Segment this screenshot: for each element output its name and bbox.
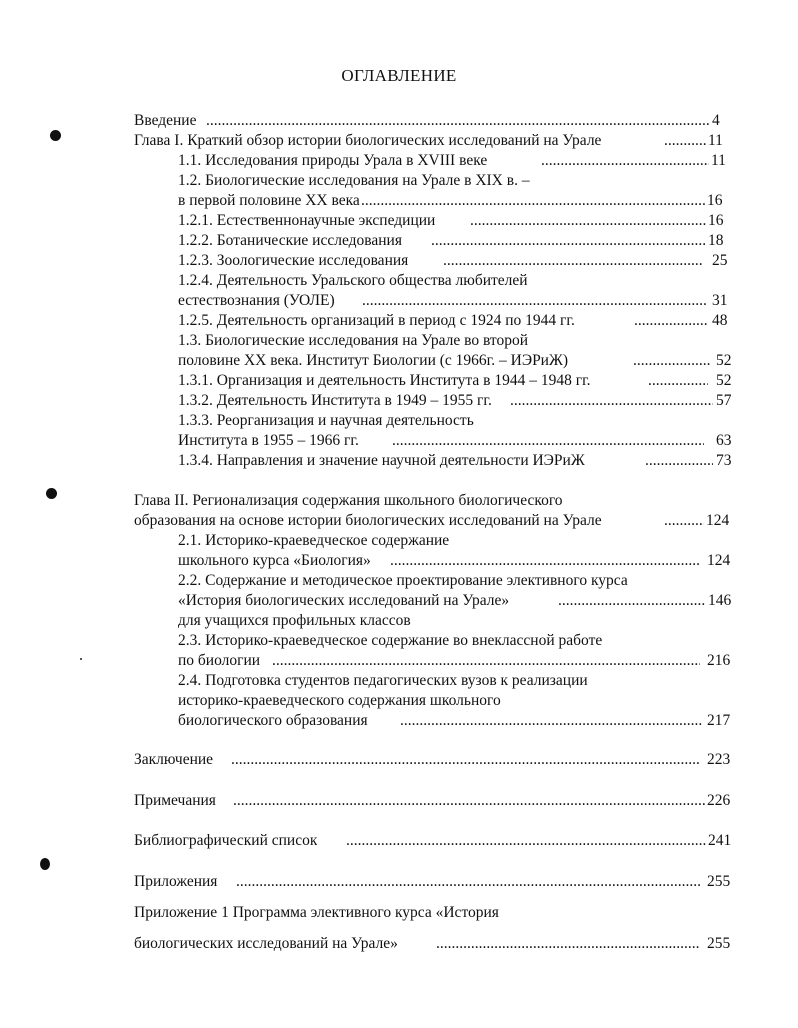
toc-leader-dots [431, 231, 706, 251]
toc-leader-dots [664, 131, 706, 151]
toc-entry-text: 2.1. Историко-краеведческое содержание [178, 532, 450, 549]
toc-entry-text: Приложение 1 Программа элективного курса «История [134, 904, 499, 921]
toc-leader-dots [470, 211, 706, 231]
toc-entry-page: 73 [716, 452, 732, 469]
toc-leader-dots [236, 872, 700, 892]
toc-leader-dots [664, 511, 704, 531]
toc-entry-text: 1.3.2. Деятельность Института в 1949 – 1955 гг. [178, 392, 492, 409]
toc-entry-text: 1.1. Исследования природы Урала в XVIII веке [178, 152, 488, 169]
toc-leader-dots [206, 111, 710, 131]
toc-leader-dots [233, 791, 705, 811]
scan-speck [80, 658, 82, 660]
toc-entry-text: 2.3. Историко-краеведческое содержание во внеклассной работе [178, 632, 603, 649]
toc-entry-text: 1.3.4. Направления и значение научной деятельности ИЭРиЖ [178, 452, 585, 469]
toc-entry-text: 2.4. Подготовка студентов педагогических вузов к реализации [178, 672, 588, 689]
toc-leader-dots [633, 351, 710, 371]
page-title: ОГЛАВЛЕНИЕ [341, 66, 457, 85]
toc-entry-text: школьного курса «Биология» [178, 552, 371, 569]
toc-entry-text: «История биологических исследований на Урале» [178, 592, 510, 609]
toc-leader-dots [648, 371, 708, 391]
toc-entry-text: 1.2.3. Зоологические исследования [178, 252, 409, 269]
toc-entry-page: 31 [712, 292, 728, 309]
toc-entry-page: 124 [707, 552, 731, 569]
toc-entry-page: 223 [707, 751, 731, 768]
toc-entry-text: для учащихся профильных классов [178, 612, 411, 629]
toc-entry-page: 16 [708, 212, 724, 229]
toc-entry-text: Примечания [134, 792, 216, 809]
toc-entry-text: биологических исследований на Урале» [134, 935, 398, 952]
toc-leader-dots [390, 551, 700, 571]
binder-hole-mark [46, 488, 57, 499]
toc-entry-page: 146 [708, 592, 732, 609]
toc-entry-page: 48 [712, 312, 728, 329]
binder-hole-mark [40, 858, 50, 870]
toc-entry-page: 216 [707, 652, 731, 669]
toc-entry-text: Библиографический список [134, 832, 318, 849]
toc-entry-page: 217 [707, 712, 731, 729]
toc-chapter-text: Глава II. Регионализация содержания школьного биологического [134, 492, 563, 509]
binder-hole-mark [50, 130, 61, 141]
toc-leader-dots [443, 251, 703, 271]
toc-entry-page: 52 [716, 372, 732, 389]
toc-leader-dots [392, 431, 704, 451]
toc-leader-dots [436, 934, 700, 954]
toc-leader-dots [645, 451, 713, 471]
toc-entry-page: 57 [716, 392, 732, 409]
toc-leader-dots [510, 391, 713, 411]
toc-entry-text: Приложения [134, 873, 218, 890]
toc-entry-page: 255 [707, 873, 731, 890]
toc-entry-text: историко-краеведческого содержания школьного [178, 692, 501, 709]
toc-entry-text: Введение [134, 112, 197, 129]
toc-leader-dots [362, 291, 706, 311]
toc-entry-page: 16 [707, 192, 723, 209]
toc-entry-page: 18 [708, 232, 724, 249]
toc-leader-dots [634, 311, 707, 331]
toc-entry-page: 124 [706, 512, 730, 529]
toc-entry-text: 1.2.2. Ботанические исследования [178, 232, 402, 249]
toc-entry-page: 241 [708, 832, 732, 849]
toc-chapter-text: Глава I. Краткий обзор истории биологических исследований на Урале [134, 132, 602, 149]
toc-leader-dots [346, 831, 706, 851]
toc-entry-page: 226 [707, 792, 731, 809]
toc-leader-dots [541, 151, 709, 171]
toc-entry-text: 2.2. Содержание и методическое проектирование элективного курса [178, 572, 628, 589]
toc-entry-text: Заключение [134, 751, 214, 768]
toc-entry-text: биологического образования [178, 712, 368, 729]
toc-entry-text: 1.2.5. Деятельность организаций в период с 1924 по 1944 гг. [178, 312, 575, 329]
toc-leader-dots [361, 191, 705, 211]
toc-entry-page: 52 [716, 352, 732, 369]
toc-entry-page: 25 [712, 252, 728, 269]
toc-chapter-text: образования на основе истории биологических исследований на Урале [134, 512, 602, 529]
toc-leader-dots [272, 651, 700, 671]
toc-entry-page: 63 [716, 432, 732, 449]
toc-entry-text: 1.2.1. Естественнонаучные экспедиции [178, 212, 436, 229]
toc-entry-text: 1.3.1. Организация и деятельность Института в 1944 – 1948 гг. [178, 372, 591, 389]
toc-entry-text: 1.2. Биологические исследования на Урале в XIX в. – [178, 172, 530, 189]
toc-entry-text: 1.3. Биологические исследования на Урале во второй [178, 332, 529, 349]
toc-entry-text: в первой половине XX века [178, 192, 360, 209]
toc-entry-page: 11 [708, 132, 723, 149]
toc-entry-text: 1.2.4. Деятельность Уральского общества любителей [178, 272, 528, 289]
toc-leader-dots [231, 750, 700, 770]
toc-entry-page: 11 [711, 152, 726, 169]
toc-entry-page: 4 [712, 112, 720, 129]
toc-leader-dots [400, 711, 702, 731]
toc-entry-text: половине XX века. Институт Биологии (с 1966г. – ИЭРиЖ) [178, 352, 569, 369]
toc-entry-text: 1.3.3. Реорганизация и научная деятельность [178, 412, 474, 429]
toc-entry-text: естествознания (УОЛЕ) [178, 292, 335, 309]
toc-entry-page: 255 [707, 935, 731, 952]
toc-entry-text: Института в 1955 – 1966 гг. [178, 432, 359, 449]
toc-entry-text: по биологии [178, 652, 261, 669]
toc-leader-dots [558, 591, 706, 611]
